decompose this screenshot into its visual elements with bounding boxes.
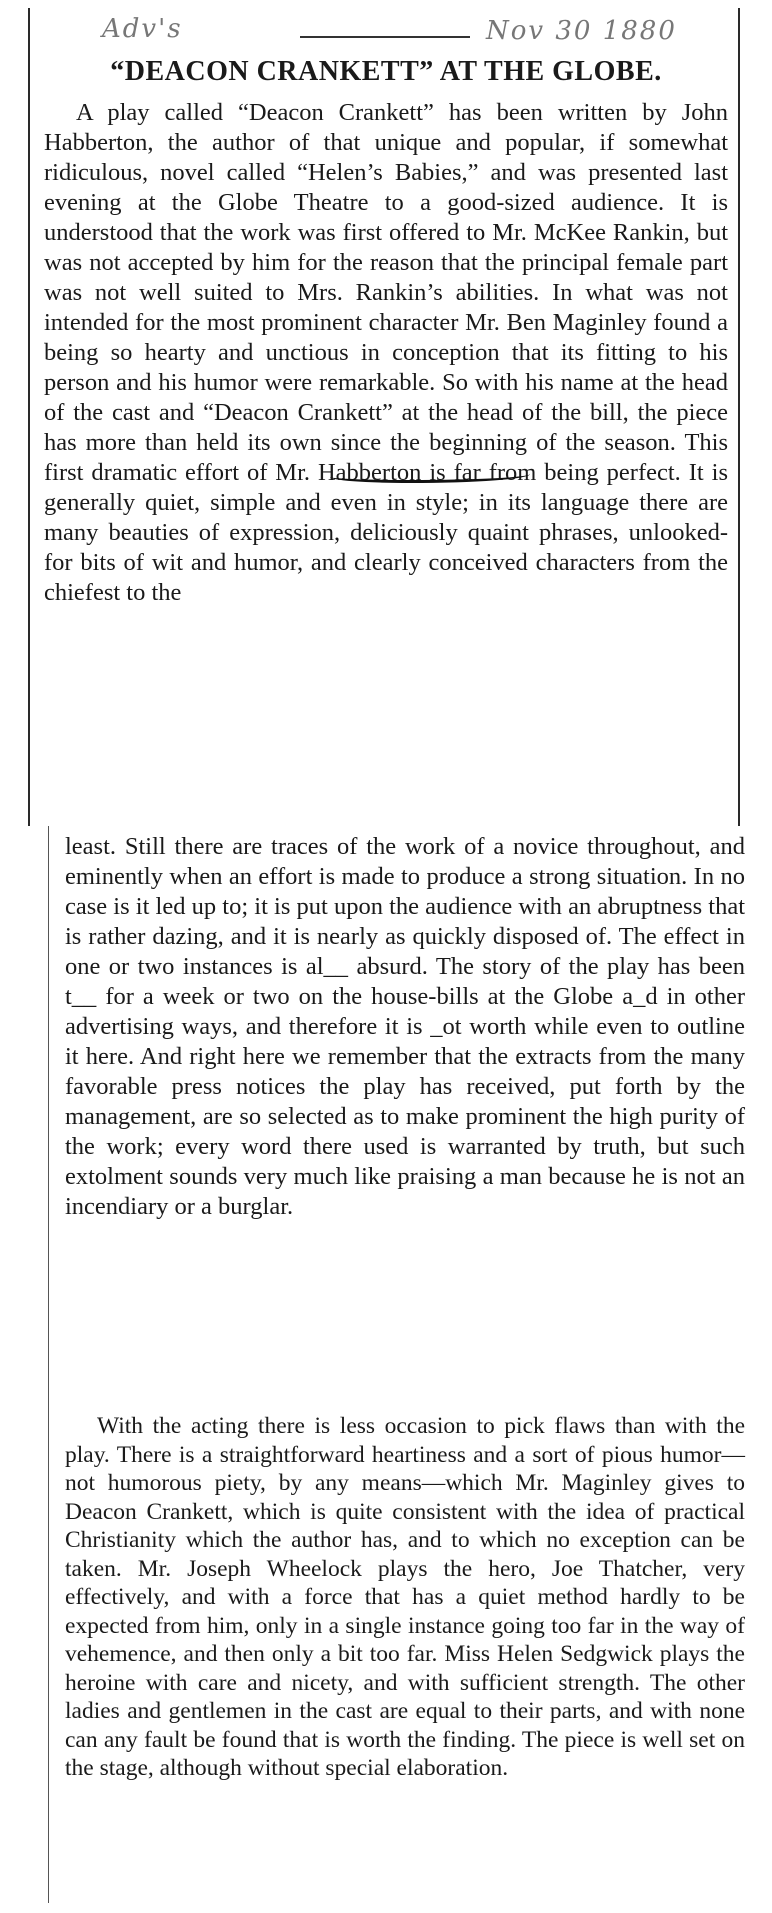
clipping-bottom-section <box>48 826 760 1903</box>
clipping-top-section <box>28 8 740 826</box>
handwritten-date-annotation: Nov 30 1880 <box>486 16 677 46</box>
handwritten-annotation-left: Adv's <box>102 14 183 44</box>
article-paragraph-1-continued: least. Still there are traces of the work of a novice throughout, and eminently when an effort is made to produce a strong situation. In no case is it led up to; it is put upon the audience with an abruptness that is rather dazing, and it is nearly as quickly disposed of. The effect in one or two instances is al__ absurd. The story of the play has been t__ for a week or two on the house-bills at the Globe a_d in other advertising ways, and therefore it is _ot worth while even to outline it here. And right here we remember that the extracts from the many favorable press notices the play has received, put forth by the management, are so selected as to make prominent the high purity of the work; every word there used is warranted by truth, but such extolment sounds very much like praising a man because he is not an incendiary or a burglar. <box>65 833 745 1220</box>
article-paragraph-1: A play called “Deacon Crankett” has been written by John Habberton, the author of that unique and popular, if somewhat ridiculous, novel called “Helen’s Babies,” and was presented last evening at the Globe Theatre to a good-sized audience. It is understood that the work was first offered to Mr. McKee Rankin, but was not accepted by him for the reason that the principal female part was not well suited to Mrs. Rankin’s abilities. In what was not intended for the most prominent character Mr. Ben Maginley found a being so hearty and unctious in conception that its fitting to his person and his humor were remarkable. So with his name at the head of the cast and “Deacon Crankett” at the head of the bill, the piece has more than held its own since the beginning of the season. This first dramatic effort of Mr. Habberton is far from being perfect. It is generally quiet, simple and even in style; in its language there are many beauties of expression, deliciously quaint phrases, unlooked-for bits of wit and humor, and clearly conceived characters from the chiefest to the <box>44 99 728 606</box>
article-headline: “DEACON CRANKETT” AT THE GLOBE. <box>110 56 662 87</box>
dateline-rule <box>300 36 470 38</box>
newspaper-clipping <box>28 8 760 1903</box>
article-paragraph-2: With the acting there is less occasion to pick flaws than with the play. There is a straightforward heartiness and a sort of pious humor—not humorous piety, by any means—which Mr. Maginley gives to Deacon Crankett, which is quite consistent with the idea of practical Christianity which the author has, and to which no exception can be taken. Mr. Joseph Wheelock plays the hero, Joe Thatcher, very effectively, and with a force that has a quiet method hardly to be expected from him, only in a single instance going too far in the way of vehemence, and then only a bit too far. Miss Helen Sedgwick plays the heroine with care and nicety, and with sufficient strength. The other ladies and gentlemen in the cast are equal to their parts, and with none can any fault be found that is worth the finding. The piece is well set on the stage, although without special elaboration. <box>65 1413 745 1781</box>
